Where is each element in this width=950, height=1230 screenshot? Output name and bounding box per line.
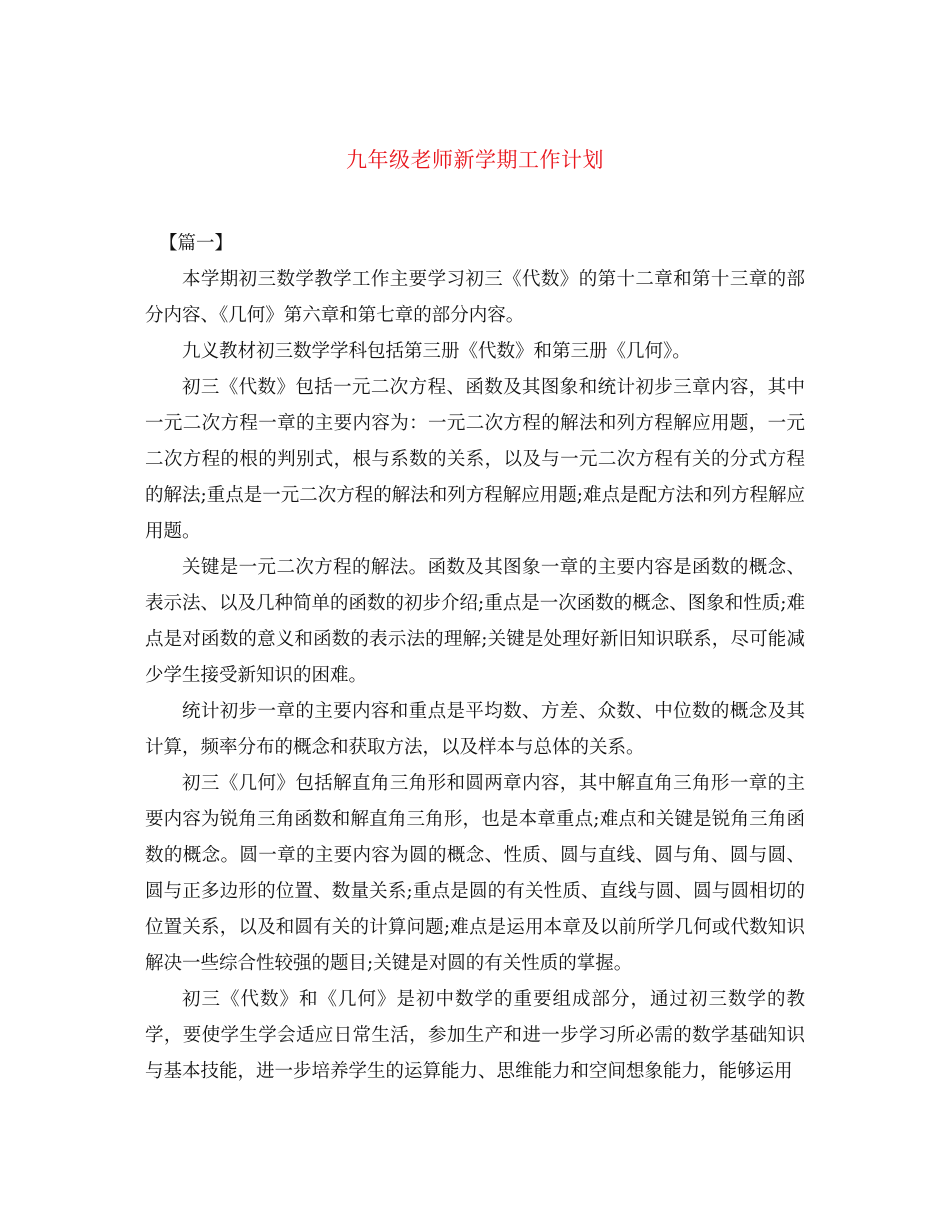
- paragraph: 统计初步一章的主要内容和重点是平均数、方差、众数、中位数的概念及其计算，频率分布的概念和获取方法，以及样本与总体的关系。: [145, 701, 805, 758]
- paragraph: 初三《几何》包括解直角三角形和圆两章内容，其中解直角三角形一章的主要内容为锐角三角函数和解直角三角形，也是本章重点;难点和关键是锐角三角函数的概念。圆一章的主要内容为圆的概念、性质、圆与直线、圆与角、圆与圆、圆与正多边形的位置、数量关系;重点是圆的有关性质、直线与圆、圆与圆相切的位置关系，以及和圆有关的计算问题;难点是运用本章及以前所学几何或代数知识解决一些综合性较强的题目;关键是对圆的有关性质的掌握。: [145, 773, 805, 974]
- document-title: 九年级老师新学期工作计划: [346, 148, 604, 172]
- paragraph: 初三《代数》和《几何》是初中数学的重要组成部分，通过初三数学的教学，要使学生学会适应日常生活，参加生产和进一步学习所必需的数学基础知识与基本技能，进一步培养学生的运算能力、思维能力和空间想象能力，能够运用: [145, 989, 805, 1082]
- document-body: [145, 226, 805, 1090]
- section-label: 【篇一】: [159, 233, 234, 254]
- paragraph: 关键是一元二次方程的解法。函数及其图象一章的主要内容是函数的概念、表示法、以及几种简单的函数的初步介绍;重点是一次函数的概念、图象和性质;难点是对函数的意义和函数的表示法的理解;关键是处理好新旧知识联系，尽可能减少学生接受新知识的困难。: [145, 557, 805, 686]
- paragraph: 本学期初三数学教学工作主要学习初三《代数》的第十二章和第十三章的部分内容、《几何》第六章和第七章的部分内容。: [145, 269, 805, 326]
- paragraph: 九义教材初三数学学科包括第三册《代数》和第三册《几何》。: [182, 341, 691, 362]
- paragraph: 初三《代数》包括一元二次方程、函数及其图象和统计初步三章内容，其中一元二次方程一章的主要内容为：一元二次方程的解法和列方程解应用题，一元二次方程的根的判别式，根与系数的关系，以及与一元二次方程有关的分式方程的解法;重点是一元二次方程的解法和列方程解应用题;难点是配方法和列方程解应用题。: [145, 377, 805, 542]
